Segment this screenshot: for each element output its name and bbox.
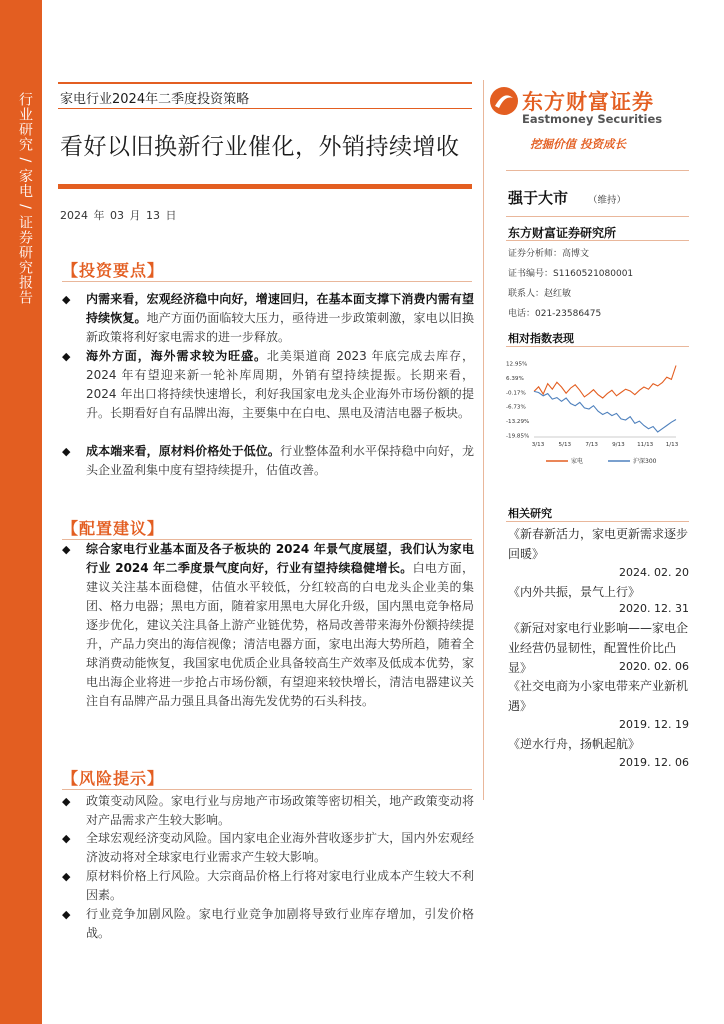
bullet-text: 地产方面仍面临较大压力，亟待进一步政策刺激，家电以旧换新政策将利好家电需求的进一步释放。	[86, 311, 474, 344]
side-strip	[0, 0, 42, 1024]
phone-info: 电话：021-23586475	[508, 309, 602, 319]
y-tick-label: -6.73%	[506, 404, 526, 411]
report-date: 2024 年 03 月 13 日	[60, 209, 177, 222]
series-line	[534, 391, 676, 432]
y-tick-label: -13.29%	[506, 419, 530, 426]
diamond-bullet-icon: ◆	[62, 350, 71, 363]
header-top-rule	[58, 82, 472, 84]
diamond-bullet-icon: ◆	[62, 870, 71, 883]
rating-bottom-rule	[506, 216, 689, 217]
column-divider	[483, 80, 484, 800]
related-item-date: 2020. 02. 06	[619, 660, 689, 673]
related-item-title[interactable]: 《内外共振，景气上行》	[508, 585, 641, 599]
legend-label: 沪深300	[633, 458, 657, 465]
y-tick-label: 12.95%	[506, 361, 528, 368]
relative-index-chart	[506, 357, 689, 477]
related-item-title[interactable]: 《社交电商为小家电带来产业新机遇》	[508, 679, 689, 713]
list-item	[62, 442, 474, 480]
x-tick-label: 3/13	[531, 442, 545, 448]
certificate-info: 证书编号：S1160521080001	[508, 269, 634, 279]
bullet-bold: 成本端来看，原材料价格处于低位。	[86, 444, 281, 458]
diamond-bullet-icon: ◆	[62, 795, 71, 808]
related-item-title[interactable]: 《新冠对家电行业影响——家电企业经营仍显韧性，配置性价比凸显》	[508, 621, 689, 675]
rating-label: 强于大市	[508, 189, 569, 207]
brand-name-cn: 东方财富证券	[522, 90, 654, 114]
list-item	[62, 829, 474, 867]
bullet-text: 北美渠道商 2023 年底完成去库存，2024 年有望迎来新一轮补库周期，外销有望持续提振。长期来看，2024 年出口将持续快速增长，利好我国家电龙头企业海外市场份额的提升。长期看好自有品牌出海，主要集中在白电、黑电及清洁电器子板块。	[86, 349, 474, 420]
related-item-date: 2019. 12. 06	[619, 756, 689, 769]
list-item	[62, 867, 474, 905]
diamond-bullet-icon: ◆	[62, 543, 71, 556]
bullet-text: 全球宏观经济变动风险。国内家电企业海外营收逐步扩大，国内外宏观经济波动将对全球家电行业需求产生较大影响。	[86, 831, 474, 864]
diamond-bullet-icon: ◆	[62, 832, 71, 845]
bullet-bold: 综合家电行业基本面及各子板块的 2024 年景气度展望，我们认为家电行业 2024 年二季度景气度向好，行业有望持续稳健增长。	[86, 542, 474, 575]
report-category-label: 行业研究 / 家电 / 证券研究报告	[17, 92, 33, 306]
institute-name: 东方财富证券研究所	[508, 226, 617, 240]
analyst-info: 证券分析师：高博文	[508, 249, 590, 259]
related-item-title[interactable]: 《逆水行舟，扬帆起航》	[508, 737, 641, 751]
report-subtitle: 家电行业2024年二季度投资策略	[60, 92, 250, 107]
list-item	[62, 290, 474, 347]
bullet-bold: 内需来看，宏观经济稳中向好，增速回归，在基本面支撑下消费内需有望持续恢复。	[86, 292, 474, 325]
y-tick-label: -19.85%	[506, 433, 530, 440]
bullet-text: 政策变动风险。家电行业与房地产市场政策等密切相关，地产政策变动将对产品需求产生较大影响。	[86, 794, 474, 827]
bullet-text: 原材料价格上行风险。大宗商品价格上行将对家电行业成本产生较大不利因素。	[86, 869, 474, 902]
related-item-date: 2019. 12. 19	[619, 718, 689, 731]
x-tick-label: 9/13	[612, 442, 625, 448]
eastmoney-logo-icon	[489, 86, 519, 116]
related-rule	[506, 521, 689, 522]
related-item-date: 2020. 12. 31	[619, 602, 689, 615]
list-item	[62, 905, 474, 943]
section-title-allocation: 【配置建议】	[62, 519, 165, 538]
bullet-text: 行业整体盈利水平保持稳中向好，龙头企业盈利集中度有望持续提升，估值改善。	[86, 444, 474, 477]
subtitle-rule	[58, 108, 472, 109]
brand-name-en: Eastmoney Securities	[522, 112, 663, 126]
bullet-text: 行业竞争加剧风险。家电行业竞争加剧将导致行业库存增加，引发价格战。	[86, 907, 474, 940]
bullet-bold: 海外方面，海外需求较为旺盛。	[86, 349, 267, 363]
chart-title: 相对指数表现	[508, 332, 574, 345]
diamond-bullet-icon: ◆	[62, 293, 71, 306]
related-item-title[interactable]: 《新春新活力，家电更新需求逐步回暖》	[508, 527, 689, 561]
diamond-bullet-icon: ◆	[62, 908, 71, 921]
section-title-key-points: 【投资要点】	[62, 261, 165, 280]
diamond-bullet-icon: ◆	[62, 445, 71, 458]
section-title-risks: 【风险提示】	[62, 769, 165, 788]
list-item	[62, 792, 474, 830]
list-item	[62, 347, 474, 423]
section-rule	[62, 789, 472, 790]
contact-info: 联系人：赵红敏	[508, 289, 572, 299]
related-item-date: 2024. 02. 20	[619, 566, 689, 579]
x-tick-label: 1/13	[665, 442, 679, 448]
x-tick-label: 7/13	[585, 442, 598, 448]
brand-slogan: 挖掘价值 投资成长	[530, 137, 627, 151]
y-tick-label: 6.39%	[506, 375, 524, 382]
report-headline: 看好以旧换新行业催化，外销持续增收	[60, 134, 460, 160]
y-tick-label: -0.17%	[506, 390, 526, 397]
institute-rule	[506, 240, 689, 241]
related-research-title: 相关研究	[508, 507, 552, 520]
bullet-text: 白电方面，建议关注基本面稳健，估值水平较低，分红较高的白电龙头企业美的集团、格力电器；黑电方面，随着家用黑电大屏化升级，国内黑电竞争格局逐步优化，建议关注具备上游产业链优势，格局改善带来海外份额持续提升，产品力突出的海信视像；清洁电器方面，家电出海大势所趋，随着全球消费动能恢复，我国家电优质企业具备较高生产效率及低成本优势，家电出海企业将进一步抢占市场份额，有望迎来较快增长，清洁电器建议关注自有品牌产品力强且具备出海先发优势的石头科技。	[86, 561, 474, 708]
legend-label: 家电	[571, 458, 584, 465]
headline-bar	[58, 184, 472, 189]
section-rule	[62, 281, 472, 282]
x-tick-label: 5/13	[558, 442, 572, 448]
list-item	[62, 540, 474, 711]
x-tick-label: 11/13	[637, 442, 654, 448]
series-line	[534, 366, 676, 399]
chart-title-rule	[506, 346, 689, 347]
rating-top-rule	[506, 170, 689, 171]
rating-note: （维持）	[588, 195, 627, 206]
